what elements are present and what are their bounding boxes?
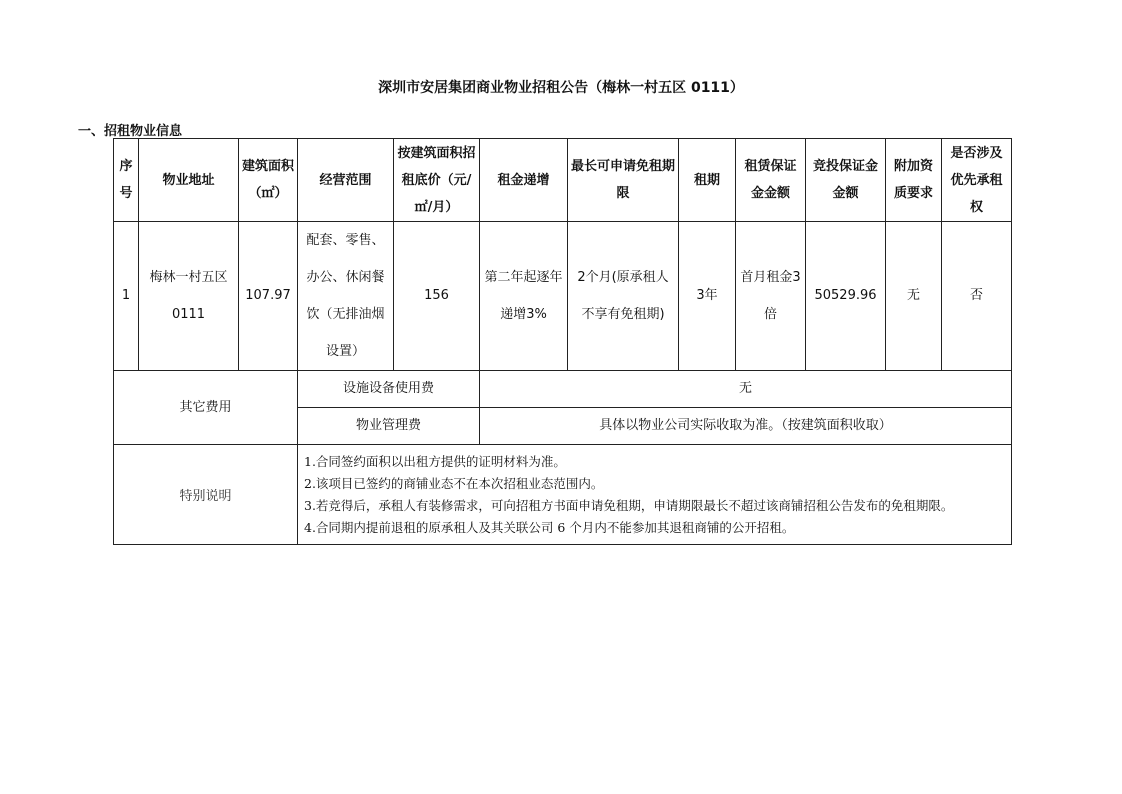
cell-term: 3年	[679, 222, 736, 371]
cell-area: 107.97	[239, 222, 298, 371]
note-line-3: 3.若竞得后，承租人有装修需求，可向招租方书面申请免租期，申请期限最长不超过该商铺招租公告发布的免租期限。	[304, 497, 954, 513]
cell-address: 梅林一村五区0111	[139, 222, 239, 371]
header-deposit: 租赁保证金金额	[736, 139, 806, 222]
cell-free-period: 2个月(原承租人不享有免租期)	[568, 222, 679, 371]
notes-label: 特别说明	[114, 445, 298, 545]
table-header-row	[114, 139, 1012, 222]
cell-qualification: 无	[886, 222, 942, 371]
fee-name-property-management: 物业管理费	[298, 408, 480, 445]
table-row	[114, 222, 1012, 371]
section-heading: 一、招租物业信息	[78, 124, 183, 139]
cell-scope: 配套、零售、办公、休闲餐饮（无排油烟设置）	[298, 222, 394, 371]
cell-index: 1	[114, 222, 139, 371]
header-address: 物业地址	[139, 139, 239, 222]
header-term: 租期	[679, 139, 736, 222]
cell-priority: 否	[942, 222, 1012, 371]
header-scope: 经营范围	[298, 139, 394, 222]
header-price: 按建筑面积招租底价（元/㎡/月）	[394, 139, 480, 222]
header-area: 建筑面积（㎡）	[239, 139, 298, 222]
notes-row	[114, 445, 1012, 545]
fee-value-facility: 无	[480, 371, 1012, 408]
header-qualification: 附加资质要求	[886, 139, 942, 222]
cell-increase: 第二年起逐年递增3%	[480, 222, 568, 371]
fee-name-facility: 设施设备使用费	[298, 371, 480, 408]
header-priority: 是否涉及优先承租权	[942, 139, 1012, 222]
document-title: 深圳市安居集团商业物业招租公告（梅林一村五区 0111）	[378, 80, 744, 96]
fee-row-facility	[114, 371, 1012, 408]
notes-cell	[298, 445, 1012, 545]
header-increase: 租金递增	[480, 139, 568, 222]
cell-price: 156	[394, 222, 480, 371]
header-index: 序号	[114, 139, 139, 222]
rental-info-table	[113, 138, 1012, 545]
cell-bid-deposit: 50529.96	[806, 222, 886, 371]
note-line-2: 2.该项目已签约的商铺业态不在本次招租业态范围内。	[304, 475, 604, 491]
fee-value-property-management: 具体以物业公司实际收取为准。（按建筑面积收取）	[480, 408, 1012, 445]
header-bid-deposit: 竞投保证金金额	[806, 139, 886, 222]
header-free-period: 最长可申请免租期限	[568, 139, 679, 222]
note-line-4: 4.合同期内提前退租的原承租人及其关联公司 6 个月内不能参加其退租商铺的公开招租。	[304, 519, 795, 535]
cell-deposit: 首月租金3倍	[736, 222, 806, 371]
other-fees-label: 其它费用	[114, 371, 298, 445]
note-line-1: 1.合同签约面积以出租方提供的证明材料为准。	[304, 453, 566, 469]
